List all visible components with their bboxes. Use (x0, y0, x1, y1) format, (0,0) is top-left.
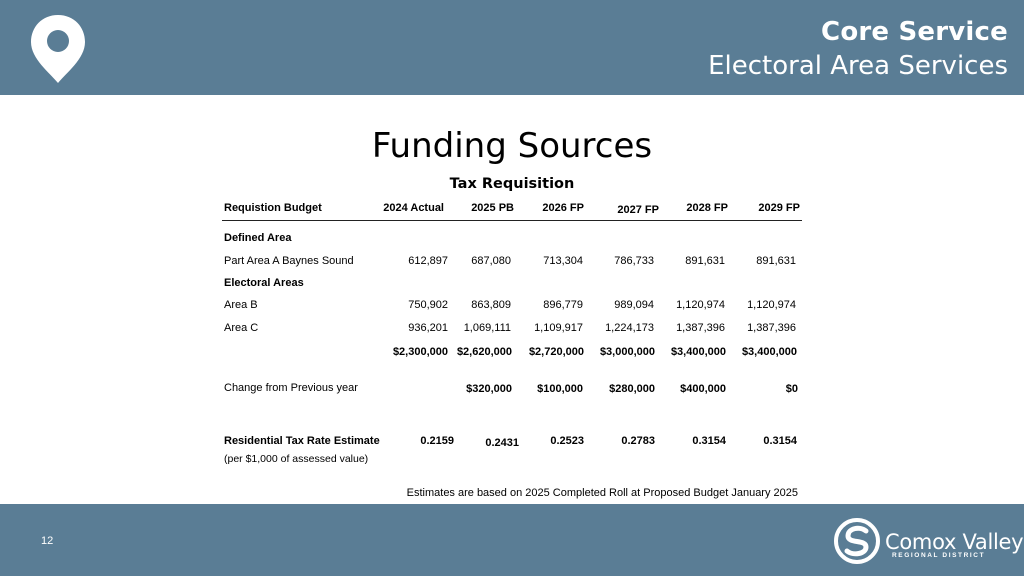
page-title: Funding Sources (371, 126, 653, 166)
row-label-tax-rate: Residential Tax Rate Estimate (224, 435, 380, 447)
table-cell: 750,902 (408, 299, 448, 311)
total-cell: $2,300,000 (392, 346, 448, 358)
row-label-area-c: Area C (224, 322, 259, 334)
column-header-2024: 2024 Actual (383, 202, 444, 214)
table-cell: 1,069,111 (463, 322, 511, 334)
total-cell: $2,620,000 (456, 346, 512, 358)
table-cell: 1,387,396 (676, 322, 725, 334)
table-cell: 1,120,974 (747, 299, 796, 311)
column-header-2026: 2026 FP (542, 202, 584, 214)
table-cell: 989,094 (614, 299, 654, 311)
tax-rate-cell: 0.2159 (420, 435, 454, 447)
logo-name: Comox Valley (885, 530, 1024, 554)
section-label-electoral-areas: Electoral Areas (224, 277, 304, 289)
page-number: 12 (41, 535, 54, 547)
table-cell: 896,779 (543, 299, 583, 311)
change-cell: $320,000 (466, 383, 512, 395)
column-header-2029: 2029 FP (758, 202, 800, 214)
table-cell: 786,733 (614, 255, 654, 267)
table-cell: 1,224,173 (605, 322, 654, 334)
row-label-area-b: Area B (224, 299, 258, 311)
tax-rate-cell: 0.2431 (485, 437, 519, 449)
tax-rate-cell: 0.2783 (621, 435, 655, 447)
column-header-2027: 2027 FP (617, 204, 659, 216)
tax-rate-cell: 0.3154 (763, 435, 797, 447)
table-cell: 936,201 (408, 322, 448, 334)
row-label-baynes-sound: Part Area A Baynes Sound (224, 255, 354, 267)
table-cell: 687,080 (471, 255, 511, 267)
table-cell: 1,120,974 (676, 299, 725, 311)
change-cell: $280,000 (609, 383, 655, 395)
tax-rate-cell: 0.2523 (550, 435, 584, 447)
header-subtitle: Electoral Area Services (708, 51, 1008, 81)
change-cell: $100,000 (537, 383, 583, 395)
table-cell: 612,897 (408, 255, 448, 267)
tax-rate-note: (per $1,000 of assessed value) (224, 453, 369, 465)
total-cell: $3,000,000 (599, 346, 655, 358)
table-cell: 713,304 (543, 255, 583, 267)
comox-valley-logo-icon (834, 518, 880, 564)
table-cell: 1,387,396 (747, 322, 796, 334)
table-cell: 891,631 (756, 255, 796, 267)
column-header-2028: 2028 FP (686, 202, 728, 214)
table-title: Tax Requisition (449, 176, 575, 192)
total-cell: $3,400,000 (741, 346, 797, 358)
header-divider (222, 220, 802, 221)
change-cell: $0 (785, 383, 798, 395)
tax-rate-cell: 0.3154 (692, 435, 726, 447)
footnote: Estimates are based on 2025 Completed Roll at Proposed Budget January 2025 (406, 487, 798, 499)
table-cell: 1,109,917 (534, 322, 583, 334)
change-cell: $400,000 (680, 383, 726, 395)
header-title-block (708, 14, 1008, 82)
header-title: Core Service (821, 17, 1008, 47)
column-header-label: Requistion Budget (224, 202, 322, 214)
table-cell: 863,809 (471, 299, 511, 311)
table-cell: 891,631 (685, 255, 725, 267)
location-pin-icon (28, 13, 88, 85)
column-header-2025: 2025 PB (471, 202, 514, 214)
total-cell: $3,400,000 (670, 346, 726, 358)
total-cell: $2,720,000 (528, 346, 584, 358)
section-label-defined-area: Defined Area (224, 232, 292, 244)
logo-subtitle: REGIONAL DISTRICT (892, 552, 986, 559)
row-label-change: Change from Previous year (224, 382, 358, 394)
